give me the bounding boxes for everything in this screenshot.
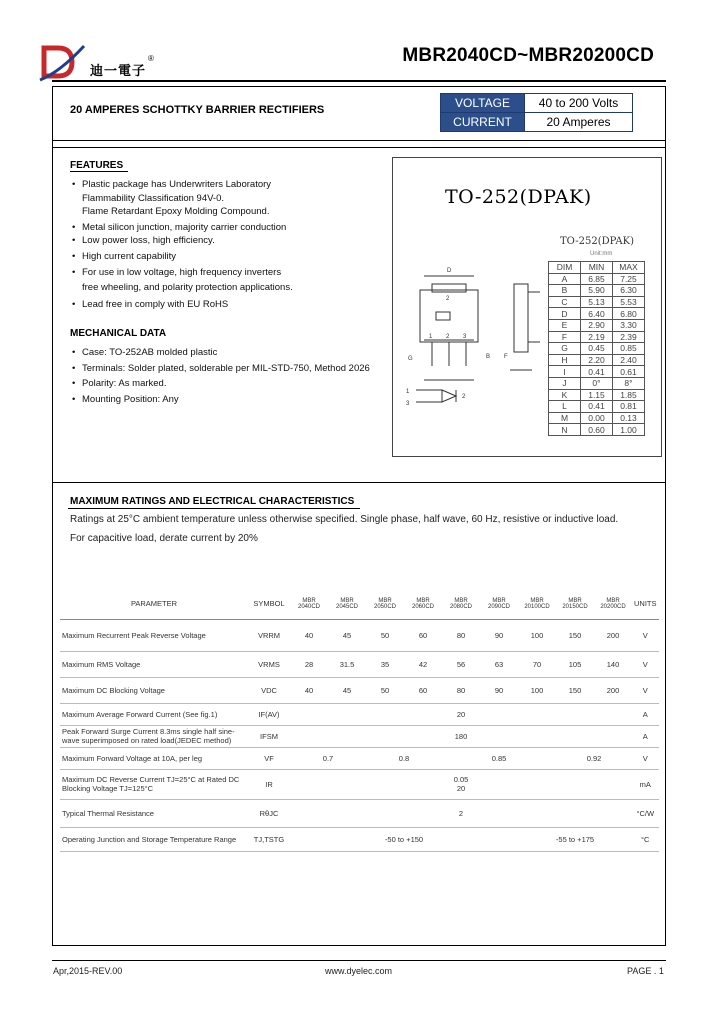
footer-rule [52,960,666,961]
list-item: Flammability Classification 94V-0. [82,192,225,204]
value-cell: 42 [404,651,442,677]
list-item: • Polarity: As marked. [72,378,167,390]
table-cell: 3.30 [613,319,645,331]
table-row [60,703,659,725]
value-cell: 50 [366,619,404,651]
value-cell: 80 [442,677,480,703]
table-cell: 0.41 [581,401,613,413]
value-cell: 0.7 [290,747,366,769]
table-cell: B [549,285,581,297]
pin-label: 2 [446,334,450,340]
value-cell [290,769,632,799]
symbol-cell: IR [248,769,290,799]
table-cell: 0.41 [581,366,613,378]
table-cell: 2.20 [581,354,613,366]
value-cell: 0.8 [366,747,442,769]
dimension-table [548,261,645,436]
list-item: Flame Retardant Epoxy Molding Compound. [82,206,270,218]
brand-registered-mark: ® [148,54,154,63]
parameter-cell: Operating Junction and Storage Temperature Range [60,827,248,851]
table-row [549,273,645,285]
unit-cell: V [632,747,659,769]
table-row [60,827,659,851]
table-cell: N [549,424,581,436]
table-header-row [60,589,659,619]
unit-cell: V [632,677,659,703]
table-cell: 1.85 [613,389,645,401]
value-text: 20 [456,709,466,719]
table-cell: G [549,343,581,355]
table-cell: 0.13 [613,412,645,424]
table-header-cell: MBR 2050CD [366,589,404,619]
dim-table-caption: TO-252(DPAK) [560,236,635,247]
table-cell: 0.61 [613,366,645,378]
value-cell: 200 [594,677,632,703]
table-header-cell: MBR 2060CD [404,589,442,619]
table-cell: 8° [613,377,645,389]
product-subtitle: 20 AMPERES SCHOTTKY BARRIER RECTIFIERS [70,104,325,116]
table-row [549,343,645,355]
table-row [549,424,645,436]
value-cell: -50 to +150 [290,827,518,851]
value-cell: 31.5 [328,651,366,677]
symbol-cell: VDC [248,677,290,703]
value-cell: 40 [290,677,328,703]
parameter-cell: Maximum DC Blocking Voltage [60,677,248,703]
table-cell: L [549,401,581,413]
table-cell: H [549,354,581,366]
table-cell: 0.85 [613,343,645,355]
symbol-cell: VRRM [248,619,290,651]
table-header-cell: UNITS [632,589,659,619]
heading-underline [68,508,360,509]
value-cell: 28 [290,651,328,677]
section-rule [52,147,666,148]
table-cell: 7.25 [613,273,645,285]
dim-letter: F [504,354,508,360]
value-text: 180 [454,731,468,741]
table-cell: 6.40 [581,308,613,320]
table-header-cell: MBR 2080CD [442,589,480,619]
table-cell: 2.39 [613,331,645,343]
features-heading: FEATURES [70,160,128,172]
pin-label: 2 [462,394,466,400]
part-number-title: MBR2040CD~MBR20200CD [402,45,654,66]
table-cell: 5.90 [581,285,613,297]
value-cell: -55 to +175 [518,827,632,851]
value-cell: 0.85 [442,747,556,769]
value-cell: 90 [480,619,518,651]
dim-table-unit: Unit:mm [590,251,613,257]
value-cell: 105 [556,651,594,677]
table-cell: 2.40 [613,354,645,366]
value-cell: 0.92 [556,747,632,769]
symbol-cell: VRMS [248,651,290,677]
table-row [549,389,645,401]
brand-name: 迪一電子 [90,64,147,79]
table-header-cell: DIM [549,262,581,274]
value-cell: 60 [404,619,442,651]
value-cell: 56 [442,651,480,677]
footer-page: PAGE . 1 [627,966,664,976]
table-cell: C [549,296,581,308]
spec-summary-table [440,93,633,132]
parameter-cell: Maximum RMS Voltage [60,651,248,677]
table-cell: 0.60 [581,424,613,436]
table-cell: 5.13 [581,296,613,308]
table-header-cell: SYMBOL [248,589,290,619]
mechanical-heading: MECHANICAL DATA [70,328,167,339]
table-cell: 5.53 [613,296,645,308]
table-cell: 0° [581,377,613,389]
table-row [549,377,645,389]
table-row [60,799,659,827]
table-cell: 6.85 [581,273,613,285]
value-cell [290,703,632,725]
spec-key: VOLTAGE [441,94,525,113]
table-cell: D [549,308,581,320]
value-text: 0.05 [453,775,469,784]
table-header-cell: MBR 2040CD [290,589,328,619]
footer-revision: Apr,2015-REV.00 [53,966,123,976]
symbol-cell: IFSM [248,725,290,747]
table-header-cell: MAX [613,262,645,274]
value-cell: 63 [480,651,518,677]
table-header-cell: MBR 2045CD [328,589,366,619]
table-row [60,725,659,747]
table-row [60,651,659,677]
table-row [549,319,645,331]
unit-cell: °C/W [632,799,659,827]
table-row [60,677,659,703]
value-cell [290,799,632,827]
features-list [72,177,372,312]
list-item: • High current capability [72,250,176,262]
pin-label: 2 [446,296,450,302]
table-row [60,619,659,651]
spec-value: 40 to 200 Volts [525,94,633,113]
dim-letter: D [447,268,452,274]
table-header-row [549,262,645,274]
table-row [549,401,645,413]
ratings-note: For capacitive load, derate current by 20% [70,533,258,544]
parameter-cell: Maximum DC Reverse Current TJ=25°C at Rated DC Blocking Voltage TJ=125°C [60,769,248,799]
unit-cell: A [632,725,659,747]
pin-label: 1 [406,389,410,395]
pin-label: 3 [463,334,467,340]
table-header-cell: PARAMETER [60,589,248,619]
parameter-cell: Maximum Recurrent Peak Reverse Voltage [60,619,248,651]
table-row [549,412,645,424]
dim-letter: B [486,354,491,360]
value-cell: 50 [366,677,404,703]
table-header-cell: MBR 20150CD [556,589,594,619]
value-cell: 45 [328,677,366,703]
value-cell: 200 [594,619,632,651]
package-outline-drawing [402,262,547,412]
ratings-note: Ratings at 25°C ambient temperature unless otherwise specified. Single phase, half wave, 60 Hz, resistive or inductive load. [70,514,619,525]
table-cell: 0.81 [613,401,645,413]
table-cell: 1.15 [581,389,613,401]
table-row [549,285,645,297]
table-header-cell: MBR 20200CD [594,589,632,619]
value-cell [290,725,632,747]
parameter-cell: Maximum Forward Voltage at 10A, per leg [60,747,248,769]
mechanical-list [72,345,392,407]
footer-website: www.dyelec.com [325,966,393,976]
list-item: • Low power loss, high efficiency. [72,235,215,247]
ratings-heading: MAXIMUM RATINGS AND ELECTRICAL CHARACTERISTICS [70,496,355,507]
value-cell: 140 [594,651,632,677]
unit-cell: mA [632,769,659,799]
symbol-cell: RθJC [248,799,290,827]
list-item: • Plastic package has Underwriters Laboratory [72,179,272,190]
table-header-cell: MBR 2090CD [480,589,518,619]
value-cell: 60 [404,677,442,703]
table-cell: 6.30 [613,285,645,297]
pin-label: 1 [429,334,433,340]
table-row [549,331,645,343]
parameter-cell: Typical Thermal Resistance [60,799,248,827]
list-item: free wheeling, and polarity protection applications. [82,282,293,294]
value-cell: 100 [518,619,556,651]
table-row [549,296,645,308]
parameter-cell: Peak Forward Surge Current 8.3ms single half sine-wave superimposed on rated load(JEDEC method) [60,725,248,747]
table-row [549,308,645,320]
value-cell: 100 [518,677,556,703]
symbol-cell: IF(AV) [248,703,290,725]
table-cell: 2.19 [581,331,613,343]
value-cell: 90 [480,677,518,703]
brand-logo-icon [38,42,88,82]
table-cell: 1.00 [613,424,645,436]
pin-label: 3 [406,401,410,407]
package-title: TO-252(DPAK) [445,186,592,208]
unit-cell: A [632,703,659,725]
list-item: • For use in low voltage, high frequency inverters [72,266,282,278]
value-cell: 45 [328,619,366,651]
table-cell: K [549,389,581,401]
unit-cell: V [632,619,659,651]
value-cell: 35 [366,651,404,677]
unit-cell: °C [632,827,659,851]
value-text: 2 [458,808,464,818]
list-item: • Lead free in comply with EU RoHS [72,298,229,310]
unit-cell: V [632,651,659,677]
dim-letter: G [408,356,413,362]
table-row [549,354,645,366]
table-cell: I [549,366,581,378]
table-cell: 2.90 [581,319,613,331]
value-cell: 40 [290,619,328,651]
table-row [549,366,645,378]
table-cell: 0.45 [581,343,613,355]
list-item: • Mounting Position: Any [72,393,179,405]
spec-row-voltage [441,94,633,113]
value-cell: 70 [518,651,556,677]
list-item: • Case: TO-252AB molded plastic [72,347,218,358]
symbol-cell: TJ,TSTG [248,827,290,851]
table-cell: M [549,412,581,424]
header-rule [52,80,666,82]
table-cell: J [549,377,581,389]
table-row [60,747,659,769]
table-header-cell: MIN [581,262,613,274]
parameter-cell: Maximum Average Forward Current (See fig.1) [60,703,248,725]
value-cell: 80 [442,619,480,651]
table-cell: E [549,319,581,331]
section-rule [52,140,666,141]
section-rule [52,482,666,483]
table-cell: 6.80 [613,308,645,320]
value-cell: 150 [556,619,594,651]
spec-value: 20 Amperes [525,113,633,132]
value-text: 20 [456,784,466,793]
value-cell: 150 [556,677,594,703]
list-item: • Metal silicon junction, majority carrier conduction [72,221,287,233]
spec-key: CURRENT [441,113,525,132]
spec-row-current [441,113,633,132]
ratings-table [60,589,659,852]
table-cell: A [549,273,581,285]
table-cell: F [549,331,581,343]
symbol-cell: VF [248,747,290,769]
table-header-cell: MBR 20100CD [518,589,556,619]
table-cell: 0.00 [581,412,613,424]
list-item: • Terminals: Solder plated, solderable per MIL-STD-750, Method 2026 [72,362,370,374]
table-row [60,769,659,799]
